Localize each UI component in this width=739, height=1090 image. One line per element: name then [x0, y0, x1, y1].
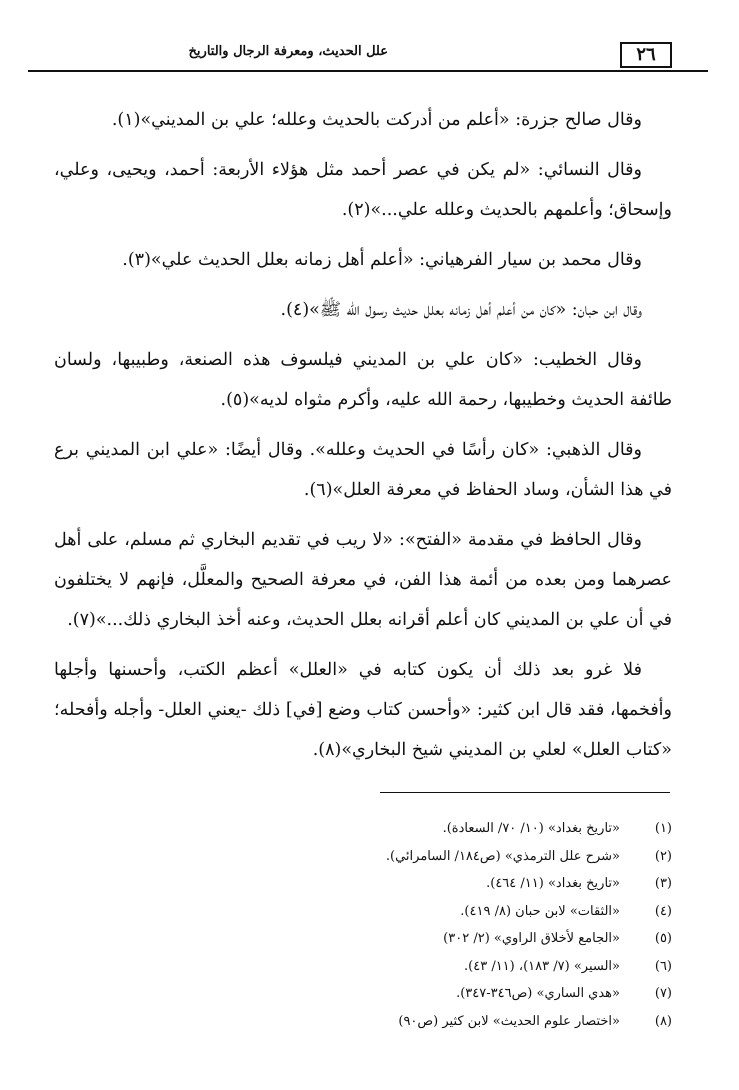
footnote-text: «اختصار علوم الحديث» لابن كثير (ص٩٠) [398, 1013, 620, 1029]
footnote-text: «هدي الساري» (ص٣٤٦-٣٤٧). [456, 986, 620, 1001]
footnote-number: (٧) [654, 986, 672, 1001]
footnote-number: (٣) [654, 876, 672, 891]
footnotes [54, 815, 672, 1035]
paragraph-ibn-kathir: فلا غرو بعد ذلك أن يكون كتابه في «العلل» أعظم الكتب، وأحسنها وأجلها وأفخمها، فقد قال ابن كثير: «وأحسن كتاب وضع [في] ذلك -يعني العلل- وأجله وأفحله؛ «كتاب العلل» لعلي بن المديني شيخ البخاري»(٨). [54, 660, 672, 760]
footnote-number: (٦) [654, 958, 672, 974]
footnote-text: «الثقات» لابن حبان (٨/ ٤١٩). [460, 903, 620, 919]
footnote-separator [380, 792, 670, 793]
paragraph-ibn-hibban: وقال ابن حبان: «كان من أعلم أهل زمانه بعلل حديث رسول الله ﷺ»(٤). [280, 300, 642, 320]
footnote-item [54, 1008, 672, 1036]
footnote-number: (١) [654, 821, 672, 836]
paragraph-saleh-jazara: وقال صالح جزرة: «أعلم من أدركت بالحديث وعلله؛ علي بن المديني»(١). [111, 110, 642, 130]
footnote-item [54, 925, 672, 953]
footnote-item [54, 953, 672, 981]
footnote-item [54, 815, 672, 843]
footnote-text: «شرح علل الترمذي» (ص١٨٤/ السامرائي). [385, 848, 620, 864]
footnote-text: «تاريخ بغداد» (١٠/ ٧٠/ السعادة). [442, 821, 620, 836]
paragraph-hafiz-fath: وقال الحافظ في مقدمة «الفتح»: «لا ريب في تقديم البخاري ثم مسلم، على أهل عصرهما ومن بعده من أئمة هذا الفن، في معرفة الصحيح والمعلَّل، فإنهم لا يختلفون في أن علي بن المديني كان أعلم أقرانه بعلل الحديث، وعنه أخذ البخاري ذلك...»(٧). [54, 530, 672, 630]
running-title: علل الحديث، ومعرفة الرجال والتاريخ [188, 44, 388, 59]
footnote-number: (٤) [654, 903, 672, 919]
main-text [54, 100, 672, 780]
footnote-text: «السير» (٧/ ١٨٣)، (١١/ ٤٣). [464, 958, 620, 974]
paragraph-nasai: وقال النسائي: «لم يكن في عصر أحمد مثل هؤلاء الأربعة: أحمد، ويحيى، وعلي، وإسحاق؛ وأعلمهم بالحديث وعلله علي...»(٢). [54, 160, 672, 220]
footnote-item [54, 843, 672, 871]
footnote-item [54, 980, 672, 1008]
footnote-number: (٨) [654, 1013, 672, 1029]
footnote-item [54, 898, 672, 926]
footnote-text: «الجامع لأخلاق الراوي» (٢/ ٣٠٢) [443, 931, 620, 946]
footnote-number: (٥) [654, 931, 672, 946]
page-number: ٢٦ [620, 42, 672, 68]
header-rule [28, 70, 708, 72]
footnote-number: (٢) [654, 848, 672, 864]
paragraph-dhahabi: وقال الذهبي: «كان رأسًا في الحديث وعلله». وقال أيضًا: «علي ابن المديني برع في هذا الشأن، وساد الحفاظ في معرفة العلل»(٦). [54, 440, 672, 500]
paragraph-farhayani: وقال محمد بن سيار الفرهياني: «أعلم أهل زمانه بعلل الحديث علي»(٣). [122, 250, 642, 270]
page-header [28, 38, 708, 72]
footnote-text: «تاريخ بغداد» (١١/ ٤٦٤). [486, 876, 620, 891]
footnote-item [54, 870, 672, 898]
paragraph-khatib: وقال الخطيب: «كان علي بن المديني فيلسوف هذه الصنعة، وطبيبها، ولسان طائفة الحديث وخطيبها، رحمة الله عليه، وأكرم مثواه لديه»(٥). [54, 350, 672, 410]
